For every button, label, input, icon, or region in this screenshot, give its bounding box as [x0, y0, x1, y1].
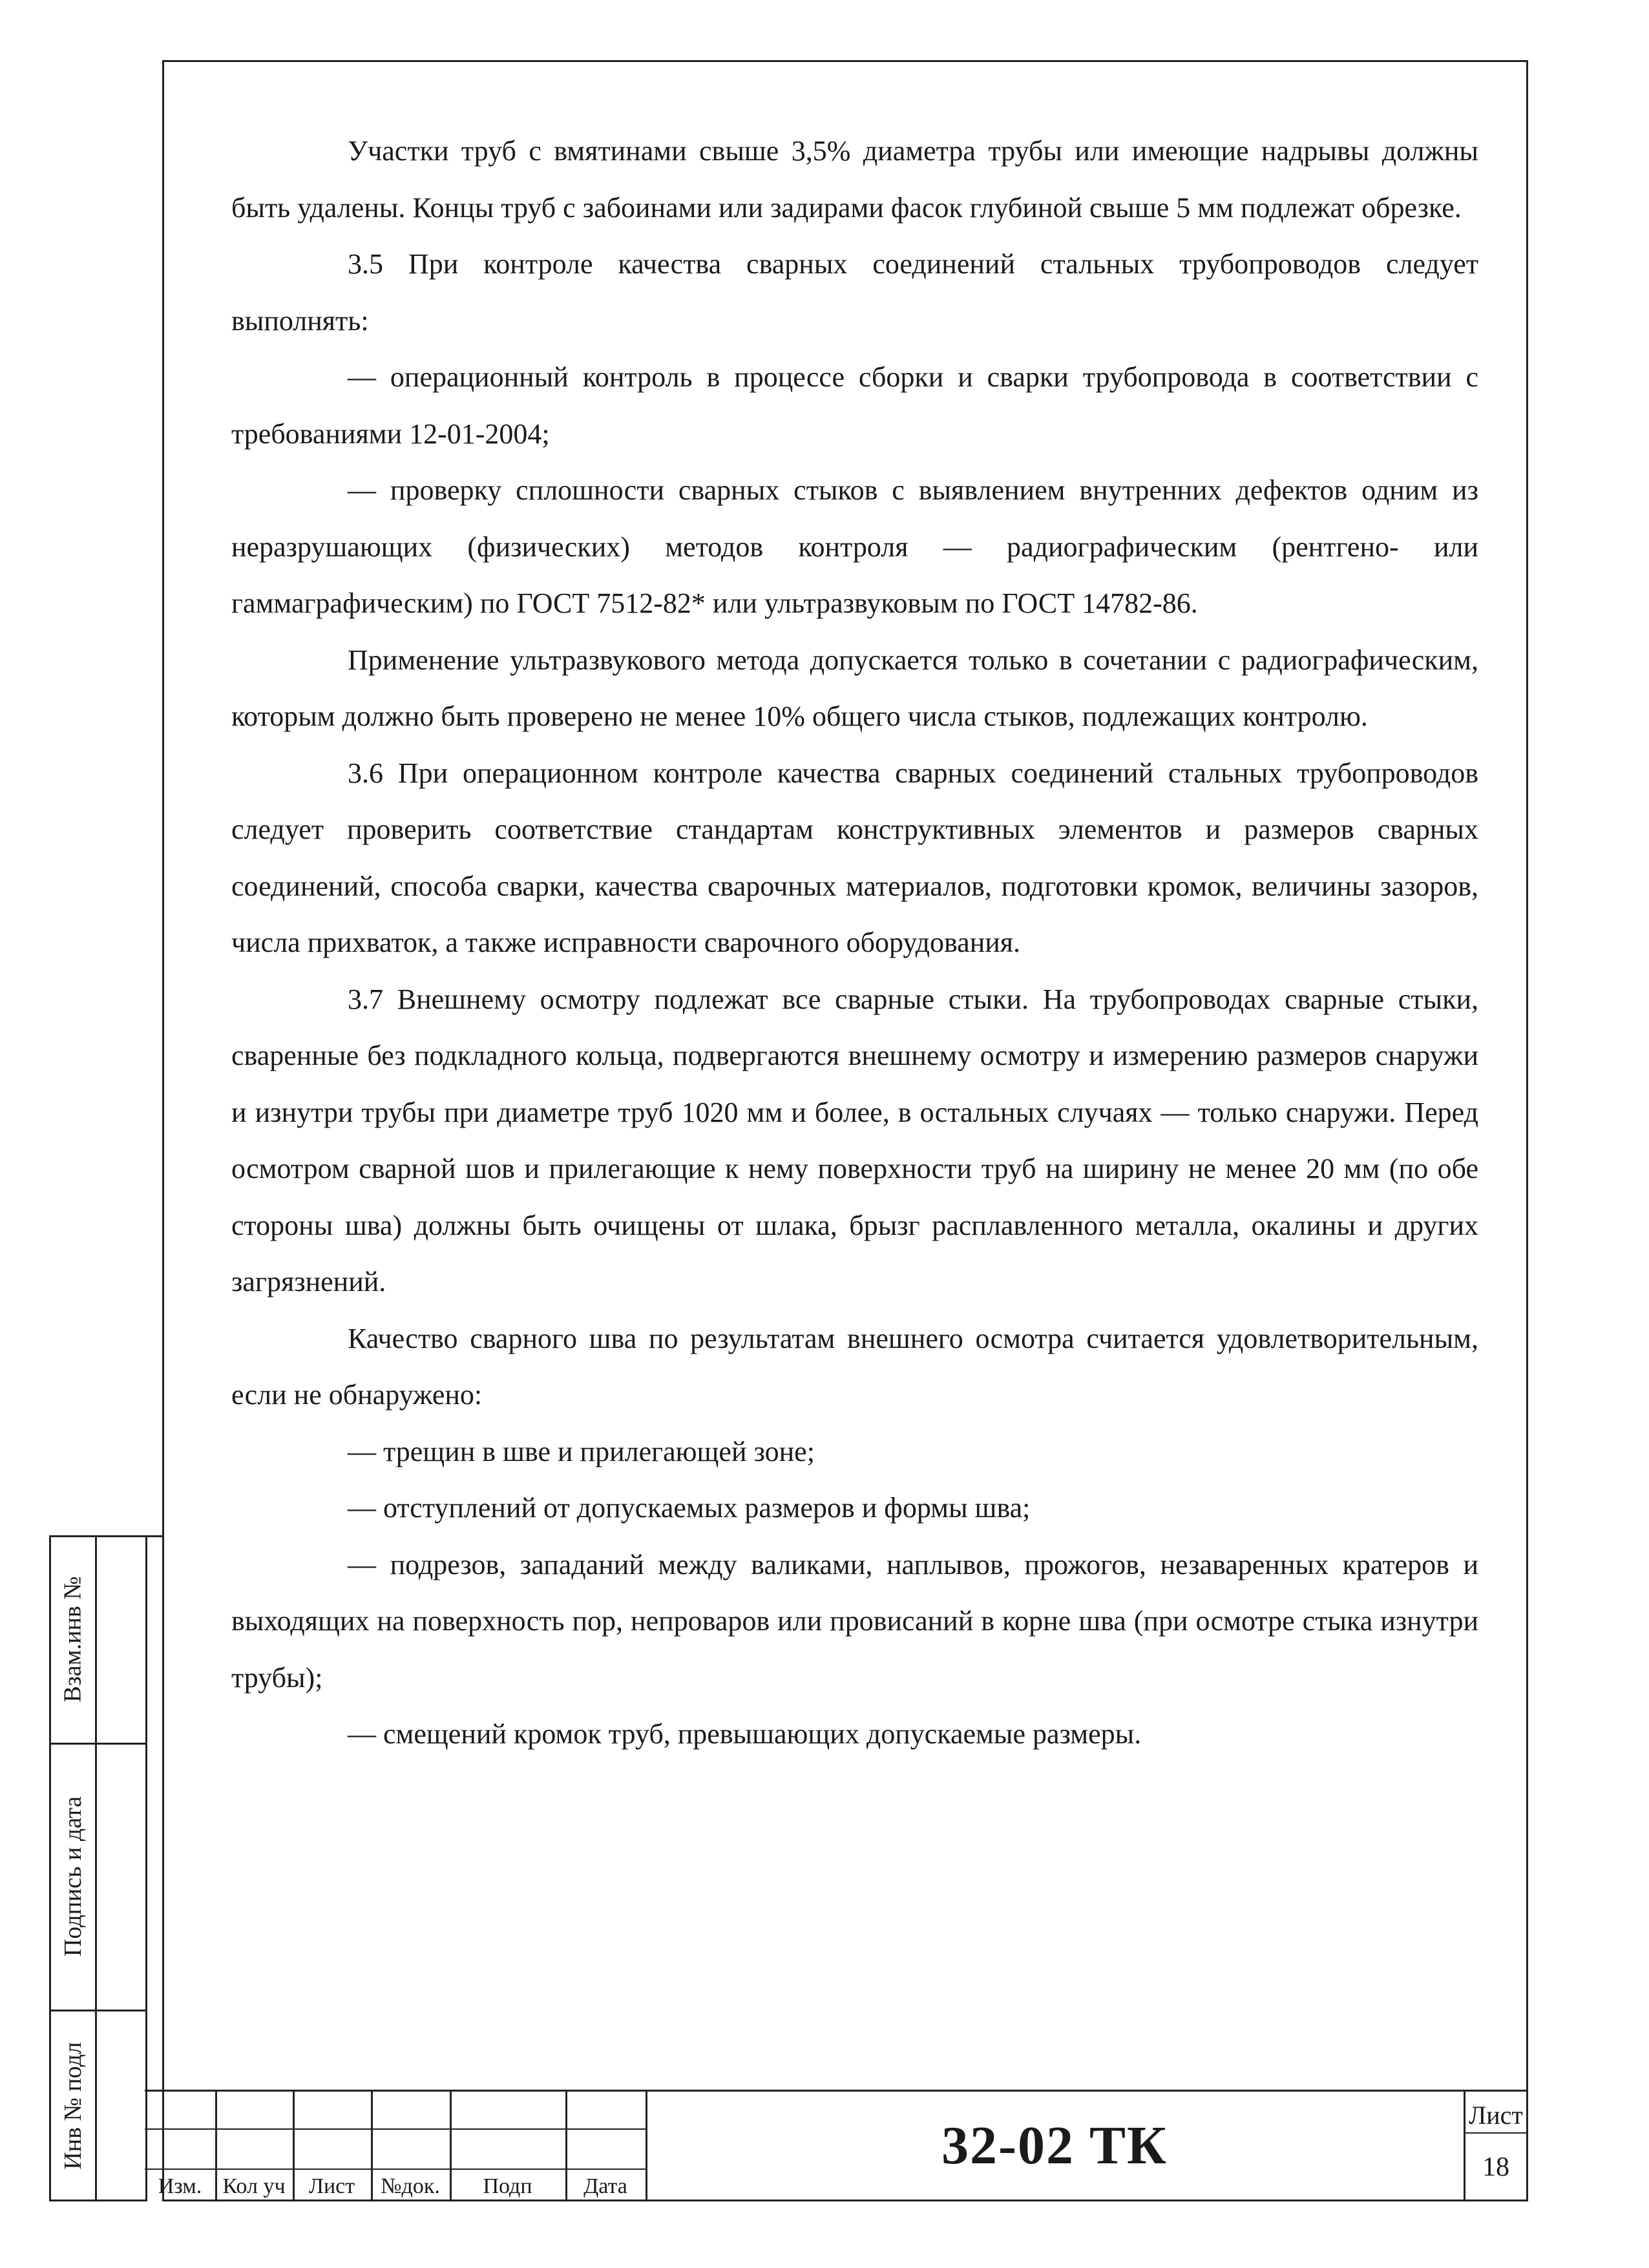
- paragraph: Применение ультразвукового метода допускается только в сочетании с радиографическим, которым должно быть проверено не менее 10% общего числа стыков, подлежащих контролю.: [231, 644, 1478, 732]
- paragraph: — смещений кромок труб, превышающих допускаемые размеры.: [348, 1718, 1142, 1750]
- sheet-label: Лист: [1469, 2101, 1523, 2130]
- paragraph: — проверку сплошности сварных стыков с выявлением внутренних дефектов одним из неразрушающих (физических) методов контроля — радиографическим (рентгено- или гаммаграфическим) по ГОСТ 7512-82* или ультразвуковым по ГОСТ 14782-86.: [231, 474, 1478, 619]
- paragraph: Качество сварного шва по результатам внешнего осмотра считается удовлетворительным, если не обнаружено:: [231, 1322, 1478, 1411]
- paragraph: 3.5 При контроле качества сварных соединений стальных трубопроводов следует выполнять:: [231, 248, 1478, 337]
- column-list: Лист: [308, 2174, 355, 2198]
- side-stamp-connector: [147, 1535, 164, 1537]
- document-code: 32-02 ТК: [941, 2116, 1168, 2176]
- sheet-number: 18: [1482, 2152, 1509, 2182]
- side-stamp-podpis-data: Подпись и дата: [59, 1796, 87, 1957]
- column-kol-uch: Кол уч: [222, 2174, 286, 2198]
- side-stamp-inv-podl: Инв № подл: [59, 2041, 87, 2170]
- title-block-row-line: [145, 2128, 646, 2130]
- sheet-separator: [1464, 2132, 1528, 2134]
- paragraph: — операционный контроль в процессе сборки и сварки трубопровода в соответствии с требованиями 12-01-2004;: [231, 361, 1478, 450]
- paragraph: — отступлений от допускаемых размеров и формы шва;: [348, 1492, 1031, 1524]
- paragraph: 3.7 Внешнему осмотру подлежат все сварные стыки. На трубопроводах сварные стыки, сваренные без подкладного кольца, подвергаются внешнему осмотру и измерению размеров снаружи и изнутри трубы при диаметре труб 1020 мм и более, в остальных случаях — только снаружи. Перед осмотром сварной шов и прилегающие к нему поверхности труб на ширину не менее 20 мм (по обе стороны шва) должны быть очищены от шлака, брызг расплавленного металла, окалины и других загрязнений.: [231, 983, 1478, 1297]
- document-body: [231, 123, 1478, 1763]
- paragraph: 3.6 При операционном контроле качества сварных соединений стальных трубопроводов следует проверить соответствие стандартам конструктивных элементов и размеров сварных соединений, способа сварки, качества сварочных материалов, подготовки кромок, величины зазоров, числа прихваток, а также исправности сварочного оборудования.: [231, 757, 1478, 958]
- side-stamp-vzam-inv: Взам.инв №: [59, 1575, 87, 1703]
- paragraph: — подрезов, западаний между валиками, наплывов, прожогов, незаваренных кратеров и выходящих на поверхность пор, непроваров или провисаний в корне шва (при осмотре стыка изнутри трубы);: [231, 1548, 1478, 1694]
- title-block-row-line: [145, 2168, 646, 2170]
- column-podp: Подп: [483, 2174, 532, 2198]
- paragraph: — трещин в шве и прилегающей зоне;: [348, 1435, 815, 1467]
- paragraph: Участки труб с вмятинами свыше 3,5% диаметра трубы или имеющие надрывы должны быть удалены. Концы труб с забоинами или задирами фасок глубиной свыше 5 мм подлежат обрезке.: [231, 135, 1478, 224]
- column-izm: Изм.: [158, 2174, 202, 2198]
- column-data: Дата: [583, 2174, 627, 2198]
- column-nodok: №док.: [381, 2174, 440, 2198]
